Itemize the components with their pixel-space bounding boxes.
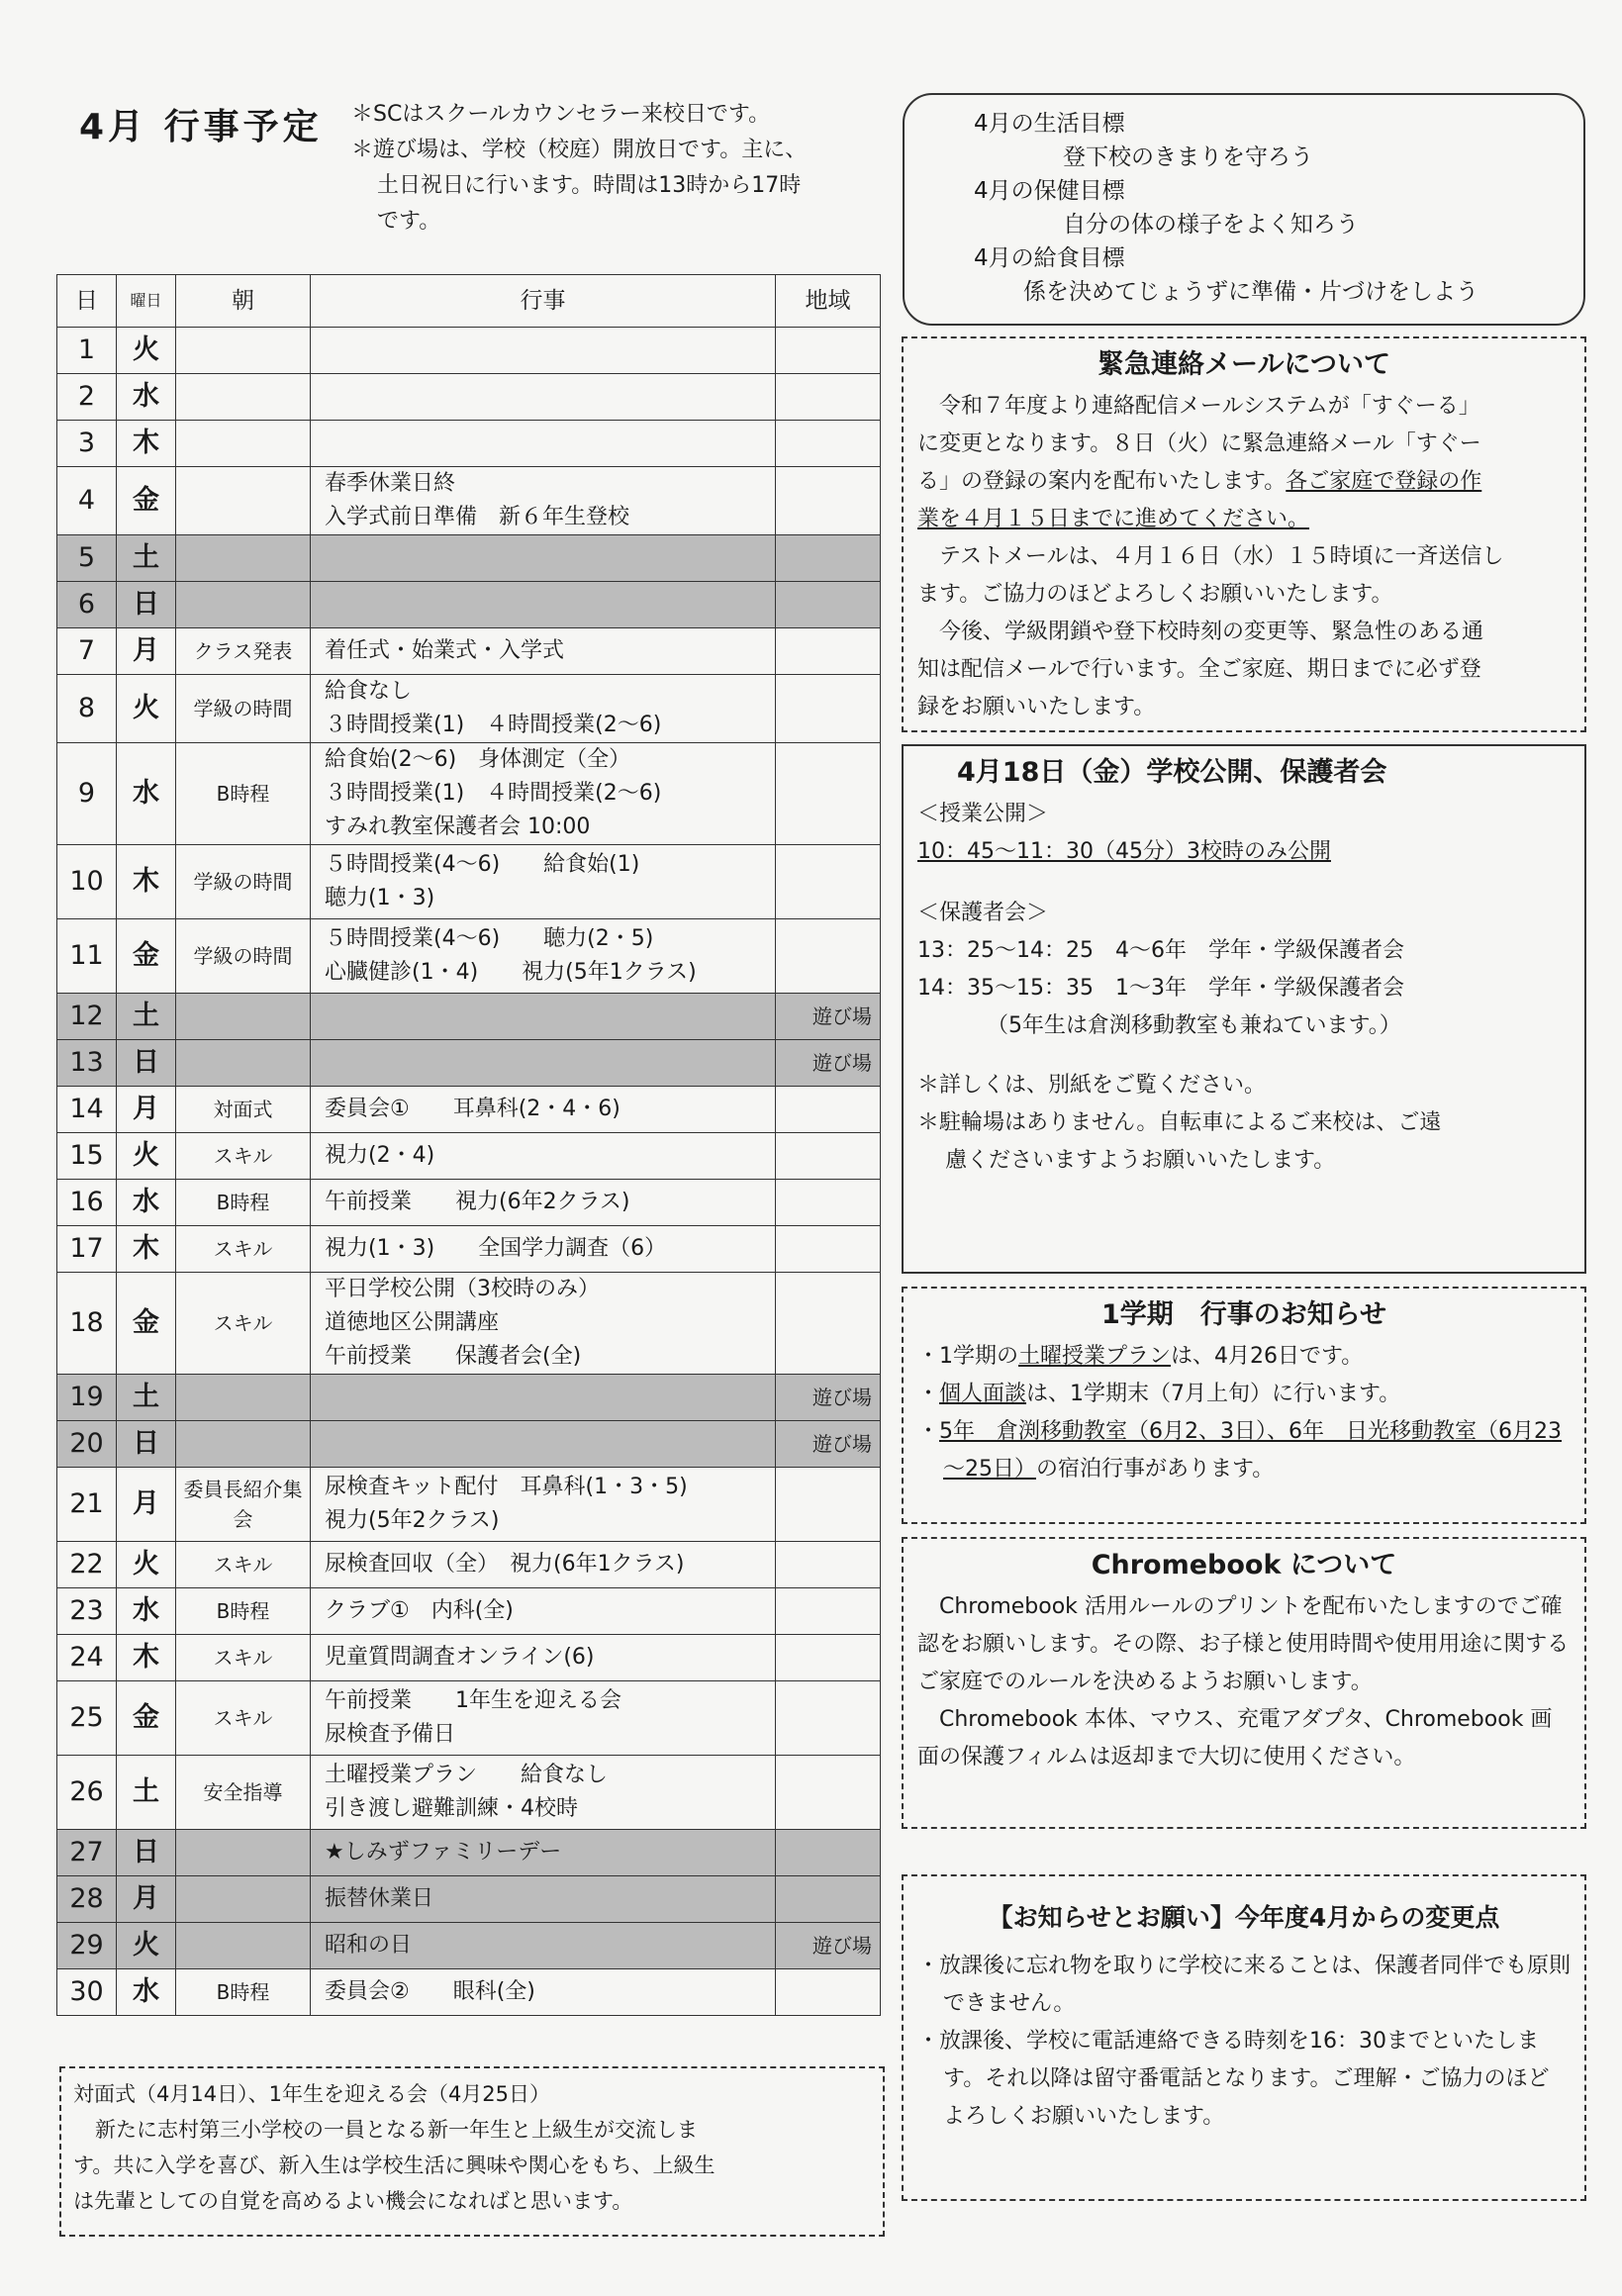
event-line: 入学式前日準備 新６年生登校 (325, 505, 630, 529)
weekday-cell: 水 (117, 743, 176, 845)
events-cell (311, 421, 776, 467)
weekday-cell: 土 (117, 535, 176, 582)
day-cell: 25 (57, 1681, 117, 1756)
open-school-heading: 4月18日（金）学校公開、保護者会 (957, 757, 1387, 788)
events-cell (311, 1830, 776, 1876)
notice-item: ・放課後、学校に電話連絡できる時刻を16：30までといたします。それ以降は留守番電話となります。ご理解・ご協力のほどよろしくお願いいたします。 (917, 2029, 1550, 2129)
event-line: 午前授業 保護者会(全) (325, 1344, 582, 1369)
event-line: 聴力(1・3) (325, 886, 435, 910)
weekday-cell: 火 (117, 675, 176, 743)
weekday-cell: 水 (117, 1588, 176, 1635)
morning-cell: スキル (176, 1226, 311, 1273)
morning-cell: スキル (176, 1681, 311, 1756)
weekday-cell: 水 (117, 1180, 176, 1226)
meeting-note: （5年生は倉渕移動教室も兼ねています。） (987, 1013, 1401, 1038)
event-line: 給食なし (325, 679, 413, 704)
morning-cell: B時程 (176, 1969, 311, 2016)
weekday-cell: 日 (117, 1040, 176, 1087)
term-event-text: ・ (917, 1419, 940, 1444)
morning-cell: 安全指導 (176, 1756, 311, 1830)
term-event-emphasis: 個人面談 (939, 1382, 1027, 1406)
schedule-row (57, 1588, 881, 1635)
area-cell (776, 328, 881, 374)
morning-cell: スキル (176, 1133, 311, 1180)
note-line: 土日祝日に行います。時間は13時から17時 (377, 173, 802, 198)
class-open-label: ＜授業公開＞ (917, 802, 1049, 826)
schedule-row (57, 421, 881, 467)
chromebook-text: Chromebook 本体、マウス、充電アダプタ、Chromebook 画面の保護フィルムは返却まで大切に使用ください。 (917, 1707, 1553, 1770)
area-cell (776, 1273, 881, 1375)
events-cell (311, 1588, 776, 1635)
event-line: 振替休業日 (325, 1886, 434, 1911)
events-cell (311, 1969, 776, 2016)
mail-text: 録をお願いいたします。 (917, 695, 1156, 719)
schedule-row (57, 328, 881, 374)
events-cell (311, 743, 776, 845)
taimen-title: 対面式（4月14日）、1年生を迎える会（4月25日） (73, 2082, 551, 2106)
event-line: 午前授業 1年生を迎える会 (325, 1688, 621, 1713)
open-school-box (902, 744, 1586, 1274)
event-line: 着任式・始業式・入学式 (325, 638, 565, 663)
area-cell (776, 675, 881, 743)
events-cell (311, 328, 776, 374)
header-events: 行事 (311, 275, 776, 328)
event-line: 視力(1・3) 全国学力調査（6） (325, 1236, 667, 1261)
day-cell: 2 (57, 374, 117, 421)
morning-cell (176, 535, 311, 582)
meeting-row: 13：25～14：25 4～6年 学年・学級保護者会 (917, 938, 1404, 963)
day-cell: 19 (57, 1375, 117, 1421)
morning-cell: 委員長紹介集会 (176, 1468, 311, 1542)
area-cell (776, 1969, 881, 2016)
term-events-box (902, 1287, 1586, 1524)
morning-cell: 学級の時間 (176, 675, 311, 743)
events-cell (311, 535, 776, 582)
schedule-row (57, 1226, 881, 1273)
morning-cell: スキル (176, 1542, 311, 1588)
morning-cell (176, 994, 311, 1040)
weekday-cell: 木 (117, 421, 176, 467)
schedule-row (57, 994, 881, 1040)
morning-cell: B時程 (176, 743, 311, 845)
schedule-row (57, 1180, 881, 1226)
day-cell: 8 (57, 675, 117, 743)
day-cell: 28 (57, 1876, 117, 1923)
morning-cell (176, 328, 311, 374)
events-cell (311, 1468, 776, 1542)
schedule-row (57, 845, 881, 919)
morning-cell (176, 1876, 311, 1923)
day-cell: 17 (57, 1226, 117, 1273)
schedule-row (57, 919, 881, 994)
event-line: 午前授業 視力(6年2クラス) (325, 1190, 630, 1214)
area-cell (776, 919, 881, 994)
health-goal-value: 自分の体の様子をよく知ろう (1063, 212, 1359, 238)
area-cell (776, 1133, 881, 1180)
day-cell: 9 (57, 743, 117, 845)
schedule-row (57, 1923, 881, 1969)
term-event-text: は、1学期末（7月上旬）に行います。 (1026, 1382, 1401, 1406)
weekday-cell: 金 (117, 1681, 176, 1756)
events-cell (311, 1226, 776, 1273)
events-cell (311, 582, 776, 628)
schedule-row (57, 1375, 881, 1421)
header-weekday: 曜日 (117, 275, 176, 328)
day-cell: 18 (57, 1273, 117, 1375)
area-cell (776, 1876, 881, 1923)
monthly-goals-box (903, 93, 1585, 326)
weekday-cell: 火 (117, 1542, 176, 1588)
page-title: 4月 行事予定 (79, 107, 323, 147)
area-cell: 遊び場 (776, 1421, 881, 1468)
chromebook-heading: Chromebook について (1091, 1550, 1397, 1580)
schedule-table (56, 274, 881, 2016)
day-cell: 16 (57, 1180, 117, 1226)
event-line: 視力(2・4) (325, 1143, 435, 1168)
schedule-row (57, 1830, 881, 1876)
events-cell (311, 1542, 776, 1588)
events-cell (311, 919, 776, 994)
events-cell (311, 1273, 776, 1375)
day-cell: 30 (57, 1969, 117, 2016)
morning-cell: B時程 (176, 1588, 311, 1635)
area-cell (776, 1635, 881, 1681)
schedule-row (57, 1133, 881, 1180)
weekday-cell: 日 (117, 582, 176, 628)
morning-cell: クラス発表 (176, 628, 311, 675)
notice-heading: 【お知らせとお願い】今年度4月からの変更点 (988, 1903, 1500, 1932)
morning-cell (176, 1375, 311, 1421)
mail-deadline-emphasis: 各ご家庭で登録の作 (1286, 469, 1482, 494)
day-cell: 3 (57, 421, 117, 467)
day-cell: 12 (57, 994, 117, 1040)
term-event-text: ・ (917, 1382, 940, 1406)
term-event-text: ・1学期の (917, 1344, 1018, 1369)
event-line: 尿検査キット配付 耳鼻科(1・3・5) (325, 1475, 688, 1499)
schedule-row (57, 1468, 881, 1542)
day-cell: 10 (57, 845, 117, 919)
event-line: 昭和の日 (325, 1933, 413, 1958)
mail-text (917, 463, 1571, 501)
morning-cell: 学級の時間 (176, 845, 311, 919)
note-line: ＊SCはスクールカウンセラー来校日です。 (351, 102, 771, 127)
health-goal-label: 4月の保健目標 (974, 178, 1125, 204)
schedule-row (57, 1421, 881, 1468)
area-cell (776, 582, 881, 628)
area-cell (776, 1830, 881, 1876)
schedule-row (57, 374, 881, 421)
emergency-mail-box (902, 336, 1586, 732)
event-line: 平日学校公開（3校時のみ） (325, 1277, 600, 1301)
mail-text: ます。ご協力のほどよろしくお願いいたします。 (917, 582, 1393, 607)
day-cell: 5 (57, 535, 117, 582)
schedule-row (57, 1273, 881, 1375)
day-cell: 11 (57, 919, 117, 994)
schedule-row (57, 535, 881, 582)
schedule-row (57, 1087, 881, 1133)
events-cell (311, 845, 776, 919)
schedule-row (57, 467, 881, 535)
event-line: 児童質問調査オンライン(6) (325, 1645, 595, 1670)
weekday-cell: 火 (117, 1133, 176, 1180)
mail-text: に変更となります。８日（火）に緊急連絡メール「すぐー (917, 431, 1481, 456)
schedule-header-row (57, 275, 881, 328)
note-line: です。 (377, 209, 441, 234)
day-cell: 4 (57, 467, 117, 535)
note: ＊駐輪場はありません。自転車によるご来校は、ご遠 (917, 1110, 1442, 1135)
chromebook-text: Chromebook 活用ルールのプリントを配布いたしますのでご確認をお願いします。その際、お子様と使用時間や使用用途に関するご家庭でのルールを決めるようお願いします。 (917, 1594, 1570, 1694)
area-cell: 遊び場 (776, 1040, 881, 1087)
weekday-cell: 月 (117, 1468, 176, 1542)
note-line: ＊遊び場は、学校（校庭）開放日です。主に、 (351, 138, 808, 162)
mail-deadline-emphasis: 業を４月１５日までに進めてください。 (917, 507, 1310, 531)
day-cell: 15 (57, 1133, 117, 1180)
meeting-row: 14：35～15：35 1～3年 学年・学級保護者会 (917, 976, 1404, 1001)
weekday-cell: 火 (117, 328, 176, 374)
note: 慮くださいますようお願いいたします。 (945, 1148, 1336, 1173)
life-goal-value: 登下校のきまりを守ろう (1063, 144, 1313, 170)
events-cell (311, 374, 776, 421)
weekday-cell: 金 (117, 919, 176, 994)
term-event-item (917, 1413, 1571, 1488)
area-cell (776, 374, 881, 421)
taimen-box (59, 2066, 885, 2237)
schedule-row (57, 1635, 881, 1681)
event-line: 土曜授業プラン 給食なし (325, 1763, 609, 1787)
area-cell (776, 1226, 881, 1273)
events-cell (311, 1421, 776, 1468)
weekday-cell: 日 (117, 1421, 176, 1468)
morning-cell (176, 1923, 311, 1969)
area-cell (776, 845, 881, 919)
area-cell (776, 1588, 881, 1635)
day-cell: 6 (57, 582, 117, 628)
event-line: 尿検査予備日 (325, 1722, 456, 1747)
event-line: ３時間授業(1) ４時間授業(2～6) (325, 713, 662, 737)
morning-cell (176, 1421, 311, 1468)
area-cell: 遊び場 (776, 994, 881, 1040)
morning-cell (176, 1830, 311, 1876)
schedule-row (57, 1756, 881, 1830)
morning-cell (176, 1040, 311, 1087)
weekday-cell: 金 (117, 1273, 176, 1375)
event-line: 尿検査回収（全） 視力(6年1クラス) (325, 1552, 685, 1577)
term-event-text: の宿泊行事があります。 (1036, 1457, 1275, 1482)
weekday-cell: 木 (117, 1226, 176, 1273)
notice-item: ・放課後に忘れ物を取りに学校に来ることは、保護者同伴でも原則できません。 (917, 1954, 1572, 2016)
class-open-time: 10：45～11：30（45分）3校時のみ公開 (917, 839, 1331, 864)
event-line: 春季休業日終 (325, 471, 456, 496)
morning-cell: B時程 (176, 1180, 311, 1226)
note: ＊詳しくは、別紙をご覧ください。 (917, 1073, 1267, 1098)
schedule-row (57, 1681, 881, 1756)
event-line: ５時間授業(4～6) 聴力(2・5) (325, 926, 654, 951)
lunch-goal-label: 4月の給食目標 (974, 245, 1125, 271)
events-cell (311, 467, 776, 535)
area-cell (776, 535, 881, 582)
events-cell (311, 628, 776, 675)
morning-cell (176, 582, 311, 628)
weekday-cell: 水 (117, 374, 176, 421)
taimen-line: は先輩としての自覚を高めるよい機会になればと思います。 (73, 2189, 633, 2213)
mail-text-part: る」の登録の案内を配布いたします。 (917, 469, 1287, 494)
event-line: ３時間授業(1) ４時間授業(2～6) (325, 781, 662, 806)
event-line: ５時間授業(4～6) 給食始(1) (325, 852, 640, 877)
morning-cell: スキル (176, 1635, 311, 1681)
events-cell (311, 1133, 776, 1180)
events-cell (311, 1681, 776, 1756)
weekday-cell: 木 (117, 845, 176, 919)
schedule-row (57, 743, 881, 845)
schedule-row (57, 1040, 881, 1087)
events-cell (311, 1756, 776, 1830)
events-cell (311, 1635, 776, 1681)
day-cell: 22 (57, 1542, 117, 1588)
header-morning: 朝 (176, 275, 311, 328)
events-cell (311, 1180, 776, 1226)
lunch-goal-value: 係を決めてじょうずに準備・片づけをしよう (1023, 279, 1479, 305)
event-line: すみれ教室保護者会 10:00 (325, 814, 591, 839)
area-cell (776, 1087, 881, 1133)
mail-text: 知は配信メールで行います。全ご家庭、期日までに必ず登 (917, 657, 1481, 682)
area-cell (776, 1756, 881, 1830)
mail-text: 今後、学級閉鎖や登下校時刻の変更等、緊急性のある通 (939, 620, 1484, 644)
event-line: 引き渡し避難訓練・4校時 (325, 1796, 578, 1821)
day-cell: 20 (57, 1421, 117, 1468)
area-cell (776, 628, 881, 675)
schedule-row (57, 1876, 881, 1923)
term-event-item (917, 1376, 1571, 1413)
event-line: ★しみずファミリーデー (325, 1840, 562, 1865)
area-cell (776, 467, 881, 535)
area-cell (776, 421, 881, 467)
morning-cell (176, 421, 311, 467)
morning-cell (176, 374, 311, 421)
area-cell (776, 1468, 881, 1542)
event-line: 委員会② 眼科(全) (325, 1979, 535, 2004)
area-cell (776, 743, 881, 845)
area-cell (776, 1542, 881, 1588)
day-cell: 1 (57, 328, 117, 374)
mail-text: 令和７年度より連絡配信メールシステムが「すぐーる」 (939, 394, 1480, 419)
term-event-emphasis: 5年 倉渕移動教室（6月2、3日）、6年 日光移動教室（6月23～25日） (939, 1419, 1562, 1482)
term-event-item (917, 1338, 1571, 1376)
morning-cell: 学級の時間 (176, 919, 311, 994)
weekday-cell: 土 (117, 1375, 176, 1421)
day-cell: 21 (57, 1468, 117, 1542)
chromebook-box (902, 1537, 1586, 1829)
area-cell: 遊び場 (776, 1923, 881, 1969)
term-events-heading: 1学期 行事のお知らせ (1101, 1299, 1386, 1330)
events-cell (311, 675, 776, 743)
mail-text: テストメールは、４月１６日（水）１５時頃に一斉送信し (939, 544, 1504, 569)
day-cell: 14 (57, 1087, 117, 1133)
notice-box (902, 1874, 1586, 2201)
area-cell (776, 1180, 881, 1226)
morning-cell (176, 467, 311, 535)
events-cell (311, 1040, 776, 1087)
schedule-row (57, 1542, 881, 1588)
schedule-notes (351, 97, 886, 239)
weekday-cell: 月 (117, 628, 176, 675)
day-cell: 24 (57, 1635, 117, 1681)
day-cell: 23 (57, 1588, 117, 1635)
weekday-cell: 月 (117, 1876, 176, 1923)
weekday-cell: 火 (117, 1923, 176, 1969)
day-cell: 29 (57, 1923, 117, 1969)
taimen-line: す。共に入学を喜び、新入生は学校生活に興味や関心をもち、上級生 (73, 2153, 716, 2177)
morning-cell: スキル (176, 1273, 311, 1375)
events-cell (311, 1923, 776, 1969)
schedule-row (57, 1969, 881, 2016)
event-line: 委員会① 耳鼻科(2・4・6) (325, 1097, 620, 1121)
morning-cell: 対面式 (176, 1087, 311, 1133)
weekday-cell: 土 (117, 1756, 176, 1830)
term-event-text: は、4月26日です。 (1171, 1344, 1364, 1369)
area-cell (776, 1681, 881, 1756)
day-cell: 7 (57, 628, 117, 675)
meeting-label: ＜保護者会＞ (917, 901, 1049, 925)
events-cell (311, 1876, 776, 1923)
events-cell (311, 1375, 776, 1421)
day-cell: 13 (57, 1040, 117, 1087)
events-cell (311, 1087, 776, 1133)
life-goal-label: 4月の生活目標 (974, 111, 1125, 137)
event-line: 道徳地区公開講座 (325, 1310, 500, 1335)
term-event-emphasis: 土曜授業プラン (1018, 1344, 1172, 1369)
area-cell: 遊び場 (776, 1375, 881, 1421)
event-line: 心臓健診(1・4) 視力(5年1クラス) (325, 960, 697, 985)
mail-heading: 緊急連絡メールについて (1097, 349, 1390, 380)
event-line: 視力(5年2クラス) (325, 1508, 500, 1533)
event-line: クラブ① 内科(全) (325, 1598, 514, 1623)
schedule-row (57, 582, 881, 628)
day-cell: 26 (57, 1756, 117, 1830)
event-line: 給食始(2～6) 身体測定（全） (325, 747, 631, 772)
header-day: 日 (57, 275, 117, 328)
weekday-cell: 日 (117, 1830, 176, 1876)
weekday-cell: 金 (117, 467, 176, 535)
day-cell: 27 (57, 1830, 117, 1876)
weekday-cell: 木 (117, 1635, 176, 1681)
weekday-cell: 月 (117, 1087, 176, 1133)
weekday-cell: 水 (117, 1969, 176, 2016)
schedule-row (57, 628, 881, 675)
weekday-cell: 土 (117, 994, 176, 1040)
taimen-line: 新たに志村第三小学校の一員となる新一年生と上級生が交流しま (95, 2118, 698, 2142)
schedule-row (57, 675, 881, 743)
events-cell (311, 994, 776, 1040)
header-area: 地域 (776, 275, 881, 328)
